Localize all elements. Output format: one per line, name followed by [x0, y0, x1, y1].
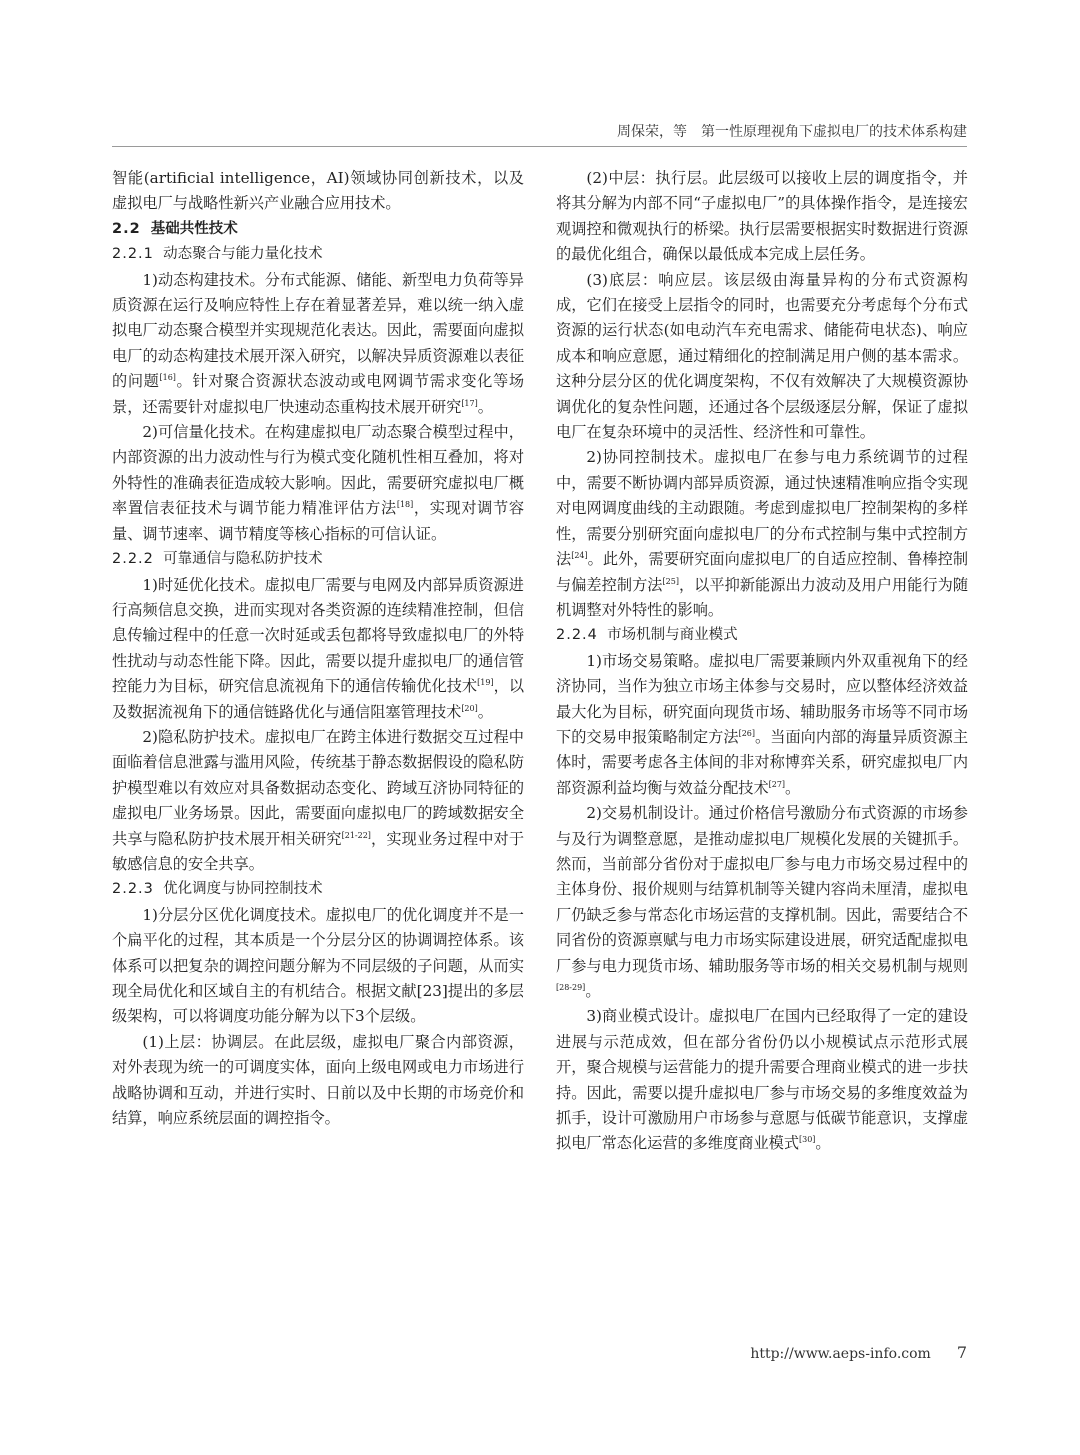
citation: [24]	[571, 551, 588, 561]
paragraph: 2)交易机制设计。通过价格信号激励分布式资源的市场参与及行为调整意愿，是推动虚拟电厂规模化发展的关键抓手。然而，当前部分省份对于虚拟电厂参与电力市场交易过程中的主体身份、报价规则与结算机制等关键内容尚未厘清，虚拟电厂仍缺乏参与常态化市场运营的支撑机制。因此，需要结合不同省份的资源禀赋与电力市场实际建设进展，研究适配虚拟电厂参与电力现货市场、辅助服务等市场的相关交易机制与规则[28-29]。	[556, 804, 968, 1000]
running-header	[112, 121, 967, 141]
paragraph: 1)分层分区优化调度技术。虚拟电厂的优化调度并不是一个扁平化的过程，其本质是一个分层分区的协调调控体系。该体系可以把复杂的调控问题分解为不同层级的子问题，从而实现全局优化和区域自主的有机结合。根据文献[23]提出的多层级架构，可以将调度功能分解为以下3个层级。	[112, 905, 524, 1026]
citation: [18]	[396, 500, 414, 510]
running-title: 周保荣，等 第一性原理视角下虚拟电厂的技术体系构建	[617, 124, 967, 140]
subsection-heading-2-2-2: 2.2.2 可靠通信与隐私防护技术	[112, 551, 323, 568]
header-divider	[112, 146, 967, 147]
citation: [28-29]	[556, 982, 586, 992]
paragraph: 2)可信量化技术。在构建虚拟电厂动态聚合模型过程中，内部资源的出力波动性与行为模式变化随机性相互叠加，将对外特性的准确表征造成较大影响。因此，需要研究虚拟电厂概率置信表征技术与调节能力精准评估方法[18]，实现对调节容量、调节速率、调节精度等核心指标的可信认证。	[112, 423, 525, 543]
left-column	[112, 166, 524, 1131]
paragraph: 1)动态构建技术。分布式能源、储能、新型电力负荷等异质资源在运行及响应特性上存在着显著差异，难以统一纳入虚拟电厂动态聚合模型并实现规范化表达。因此，需要面向虚拟电厂的动态构建技术展开深入研究，以解决异质资源难以表征的问题[16]。针对聚合资源状态波动或电网调节需求变化等场景，还需要针对虚拟电厂快速动态重构技术展开研究[17]。	[112, 270, 525, 416]
subsection-heading-2-2-4: 2.2.4 市场机制与商业模式	[556, 627, 738, 644]
citation: [27]	[768, 779, 786, 789]
right-column	[556, 166, 968, 1157]
section-heading-2-2: 2.2 基础共性技术	[112, 220, 238, 237]
citation: [26]	[738, 728, 755, 738]
paragraph: 1)市场交易策略。虚拟电厂需要兼顾内外双重视角下的经济协同，当作为独立市场主体参与交易时，应以整体经济效益最大化为目标，研究面向现货市场、辅助服务市场等不同市场下的交易申报策略制定方法[26]。当面向内部的海量异质资源主体时，需要考虑各主体间的非对称博弈关系，研究虚拟电厂内部资源利益均衡与效益分配技术[27]。	[556, 651, 969, 797]
paragraph: 智能(artificial intelligence，AI)领域协同创新技术，以及虚拟电厂与战略性新兴产业融合应用技术。	[112, 169, 524, 213]
page-number: 7	[956, 1343, 967, 1362]
citation: [25]	[662, 576, 679, 586]
paragraph: (2)中层：执行层。此层级可以接收上层的调度指令，并将其分解为内部不同“子虚拟电厂”的具体操作指令，是连接宏观调控和微观执行的桥梁。执行层需要根据实时数据进行资源的最优化组合，确保以最低成本完成上层任务。	[556, 169, 968, 264]
citation: [21-22]	[341, 830, 371, 840]
citation: [30]	[799, 1135, 816, 1145]
subsection-heading-2-2-1: 2.2.1 动态聚合与能力量化技术	[112, 246, 323, 263]
paragraph: 1)时延优化技术。虚拟电厂需要与电网及内部异质资源进行高频信息交换，进而实现对各类资源的连续精准控制，但信息传输过程中的任意一次时延或丢包都将导致虚拟电厂的外特性扰动与动态性能下降。因此，需要以提升虚拟电厂的通信管控能力为目标，研究信息流视角下的通信传输优化技术[19]，以及数据流视角下的通信链路优化与通信阻塞管理技术[20]。	[112, 575, 525, 721]
citation: [16]	[159, 373, 176, 383]
citation: [17]	[461, 398, 478, 408]
page-footer	[112, 1343, 967, 1362]
paragraph: 3)商业模式设计。虚拟电厂在国内已经取得了一定的建设进展与示范成效，但在部分省份仍以小规模试点示范形式展开，聚合规模与运营能力的提升需要合理商业模式的进一步扶持。因此，需要以提升虚拟电厂参与市场交易的多维度效益为抓手，设计可激励用户市场参与意愿与低碳节能意识，支撑虚拟电厂常态化运营的多维度商业模式[30]。	[556, 1007, 968, 1153]
paragraph: (1)上层：协调层。在此层级，虚拟电厂聚合内部资源，对外表现为统一的可调度实体，面向上级电网或电力市场进行战略协调和互动，并进行实时、日前以及中长期的市场竞价和结算，响应系统层面的调控指令。	[112, 1032, 524, 1128]
paragraph: 2)隐私防护技术。虚拟电厂在跨主体进行数据交互过程中面临着信息泄露与滥用风险，传统基于静态数据假设的隐私防护模型难以有效应对具备数据动态变化、跨域互济协同特征的虚拟电厂业务场景。因此，需要面向虚拟电厂的跨域数据安全共享与隐私防护技术展开相关研究[21-22]，实现业务过程中对于敏感信息的安全共享。	[112, 727, 525, 873]
paragraph: 2)协同控制技术。虚拟电厂在参与电力系统调节的过程中，需要不断协调内部异质资源，通过快速精准响应指令实现对电网调度曲线的主动跟随。考虑到虚拟电厂控制架构的多样性，需要分别研究面向虚拟电厂的分布式控制与集中式控制方法[24]。此外，需要研究面向虚拟电厂的自适应控制、鲁棒控制与偏差控制方法[25]，以平抑新能源出力波动及用户用能行为随机调整对外特性的影响。	[556, 448, 969, 619]
subsection-heading-2-2-3: 2.2.3 优化调度与协同控制技术	[112, 881, 323, 898]
citation: [20]	[461, 703, 478, 713]
citation: [19]	[477, 678, 494, 688]
paragraph: (3)底层：响应层。该层级由海量异构的分布式资源构成，它们在接受上层指令的同时，也需要充分考虑每个分布式资源的运行状态(如电动汽车充电需求、储能荷电状态)、响应成本和响应意愿，通过精细化的控制满足用户侧的基本需求。这种分层分区的优化调度架构，不仅有效解决了大规模资源协调优化的复杂性问题，还通过各个层级逐层分解，保证了虚拟电厂在复杂环境中的灵活性、经济性和可靠性。	[556, 270, 968, 442]
journal-url: http://www.aeps-info.com	[750, 1346, 931, 1362]
